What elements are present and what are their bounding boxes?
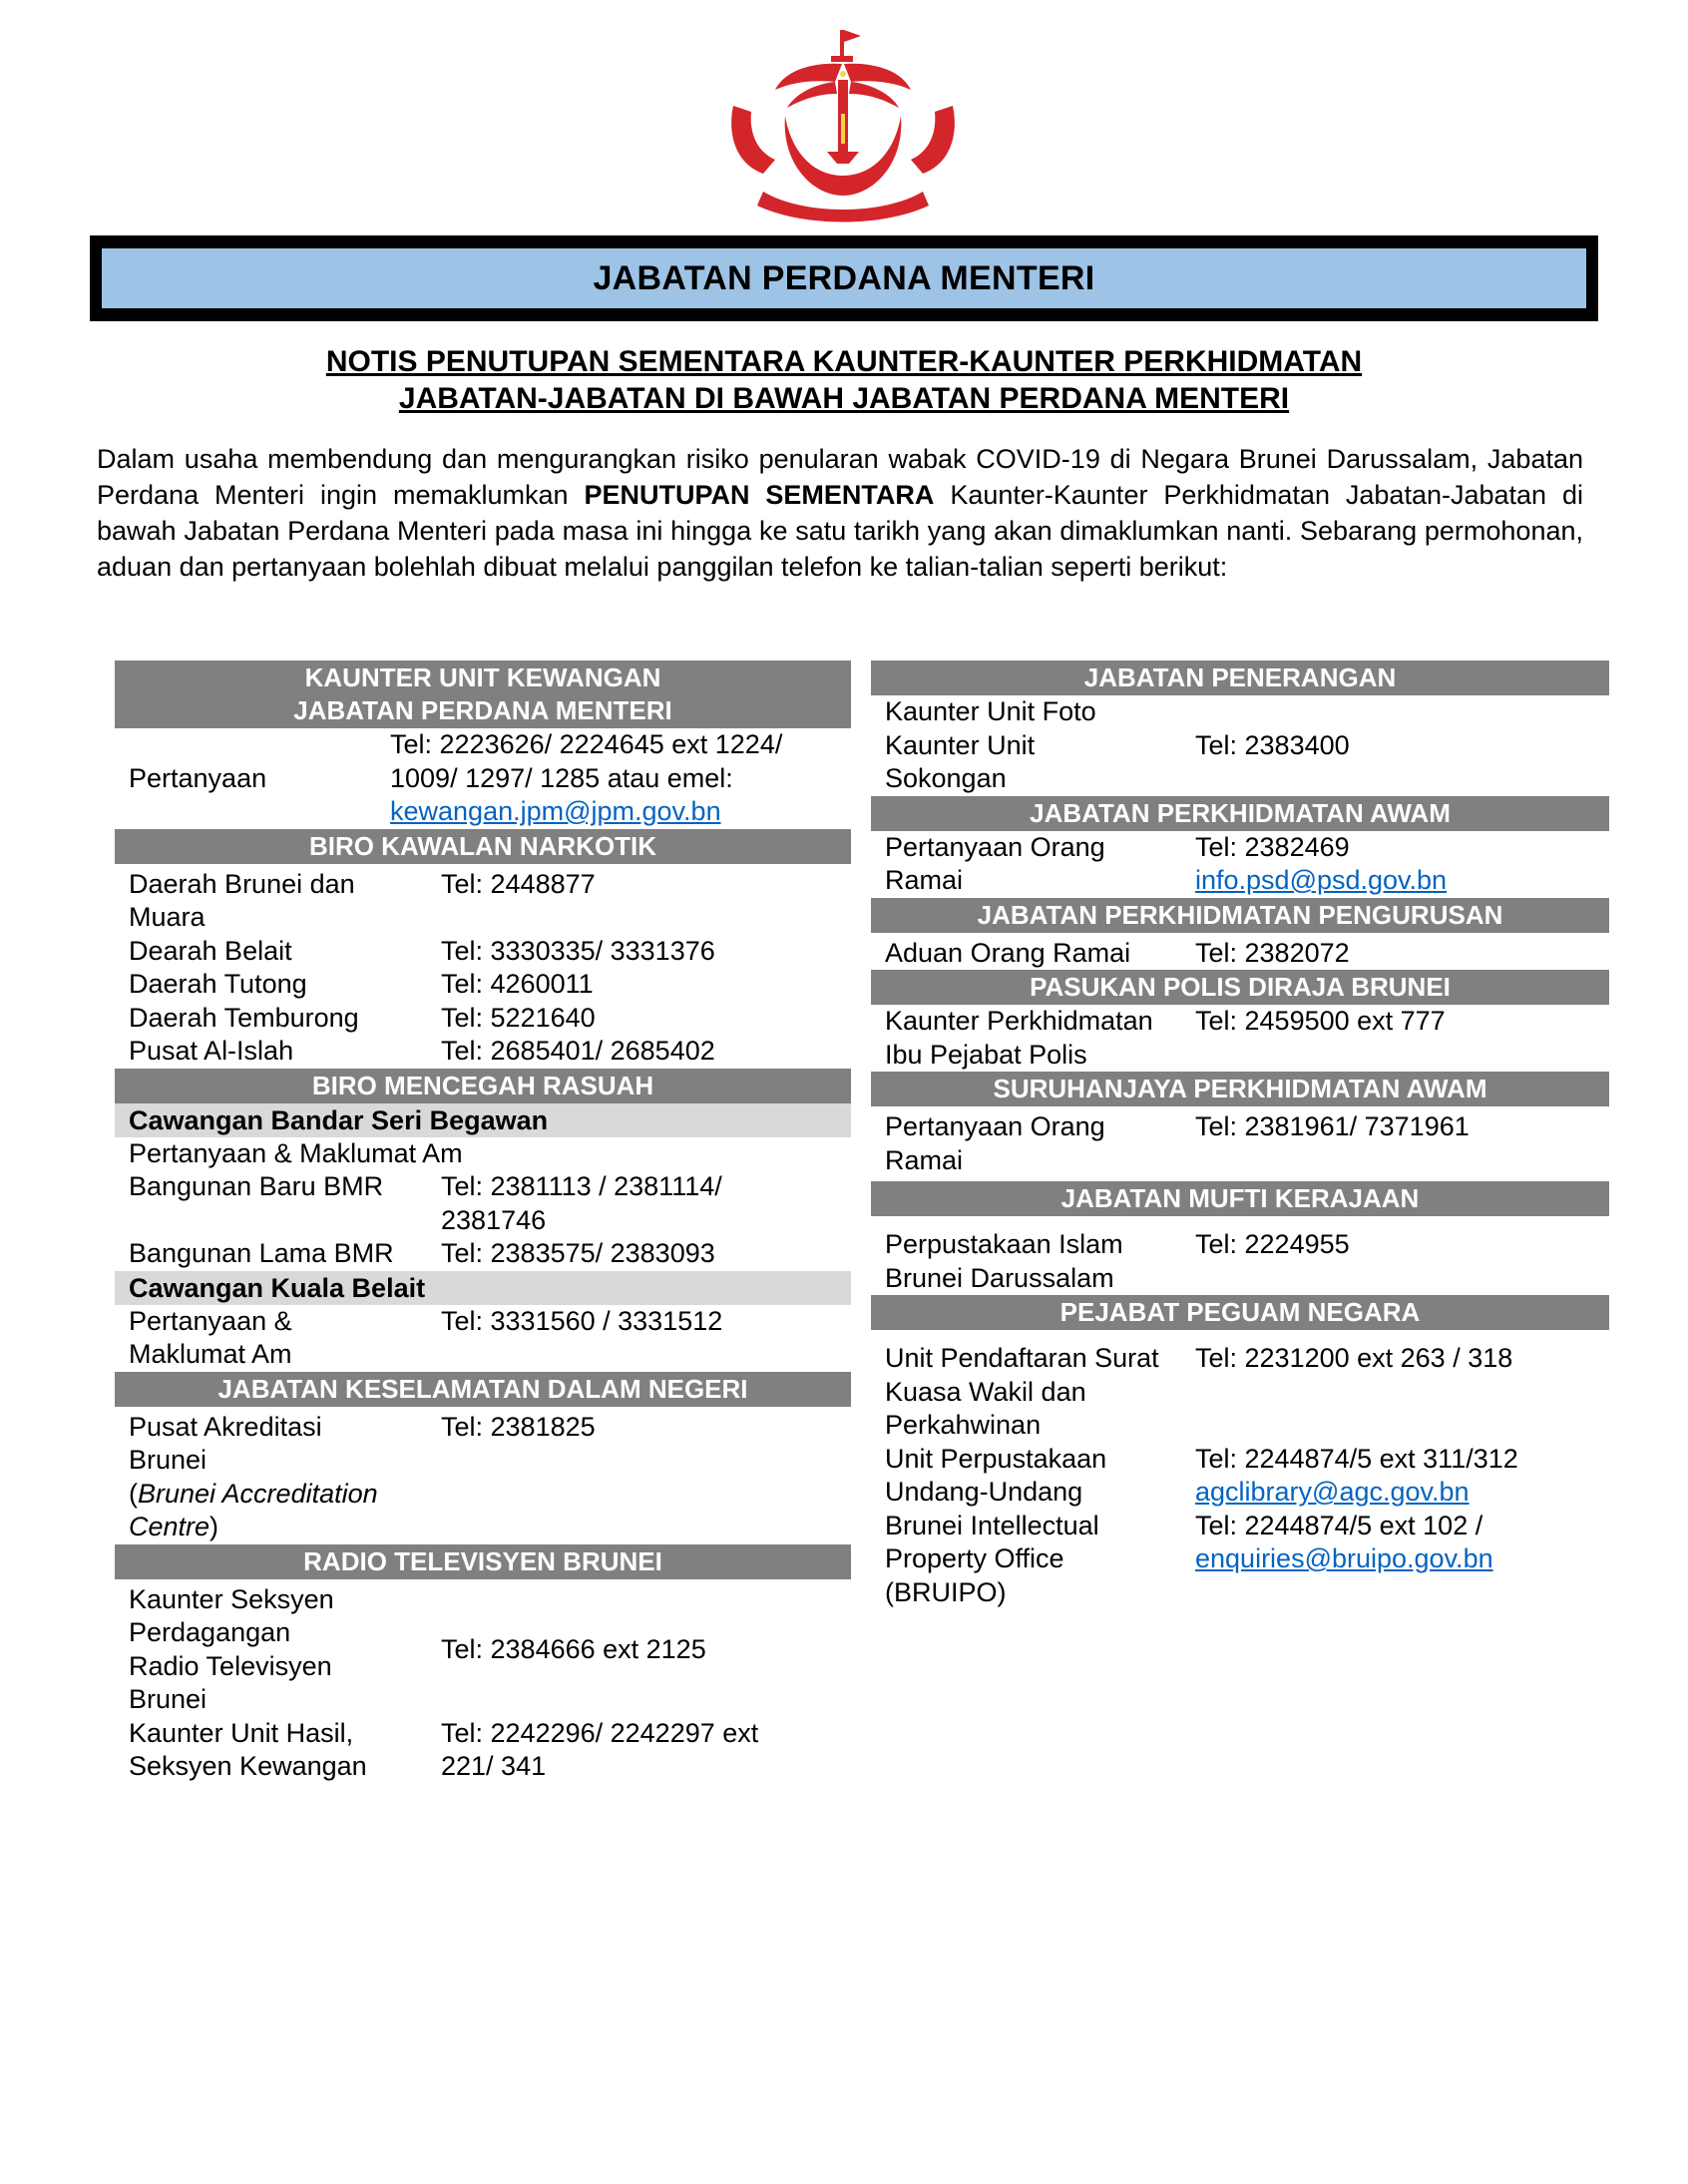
contact-label bbox=[871, 1228, 1195, 1295]
contact-row bbox=[871, 933, 1609, 971]
contact-value bbox=[1195, 1510, 1493, 1610]
sub-header-kb: Cawangan Kuala Belait bbox=[115, 1271, 851, 1305]
contact-row bbox=[115, 1305, 851, 1372]
brunei-crest-icon bbox=[723, 24, 963, 223]
contact-label bbox=[871, 831, 1195, 898]
contact-phone: 1009/ 1297/ 1285 atau emel: bbox=[390, 762, 733, 793]
contact-phone: Tel: 2231200 ext 263 / 318 bbox=[1195, 1343, 1513, 1373]
phone-line: Tel: 2242296/ 2242297 ext bbox=[441, 1717, 759, 1748]
contact-row bbox=[115, 1035, 851, 1069]
contact-row bbox=[115, 1237, 851, 1271]
contact-phone: Tel: 2384666 ext 2125 bbox=[441, 1633, 706, 1664]
sub-header-bsb: Cawangan Bandar Seri Begawan bbox=[115, 1103, 851, 1137]
contact-label bbox=[115, 868, 441, 935]
contact-row bbox=[115, 864, 851, 935]
label-line: Ramai bbox=[885, 865, 964, 895]
intro-text-1: Dalam usaha membendung dan mengurangkan risiko penularan wabak COVID-19 di Negara Brunei Darussalam, Jabatan Perdana Menteri ingin memaklumkan bbox=[97, 444, 1583, 510]
section-header-narkotik: BIRO KAWALAN NARKOTIK bbox=[115, 829, 851, 864]
banner-title: JABATAN PERDANA MENTERI bbox=[102, 248, 1586, 308]
paren: ( bbox=[129, 1478, 138, 1509]
contact-phone: Tel: 3331560 / 3331512 bbox=[441, 1305, 723, 1336]
contact-row bbox=[115, 935, 851, 969]
contact-row bbox=[115, 1002, 851, 1036]
contact-phone: Tel: 2459500 ext 777 bbox=[1195, 1006, 1446, 1036]
notice-title bbox=[90, 343, 1598, 417]
label-line: Brunei Darussalam bbox=[885, 1262, 1114, 1293]
section-header-pengurusan: JABATAN PERKHIDMATAN PENGURUSAN bbox=[871, 898, 1609, 933]
label-line: Property Office bbox=[885, 1543, 1064, 1573]
contact-phone: Tel: 2448877 bbox=[441, 868, 596, 899]
label-italic: Brunei Accreditation bbox=[138, 1478, 378, 1509]
intro-bold: PENUTUPAN SEMENTARA bbox=[584, 480, 935, 510]
left-column bbox=[115, 660, 851, 1784]
contact-row bbox=[871, 1510, 1609, 1610]
contact-label bbox=[115, 1583, 441, 1717]
label-line: Brunei bbox=[129, 1445, 208, 1475]
contact-label: Bangunan Lama BMR bbox=[129, 1238, 394, 1268]
section-header-kewangan bbox=[115, 660, 851, 728]
email-link[interactable]: agclibrary@agc.gov.bn bbox=[1195, 1477, 1470, 1507]
contact-label bbox=[871, 1110, 1195, 1177]
section-header-polis: PASUKAN POLIS DIRAJA BRUNEI bbox=[871, 970, 1609, 1005]
contact-phone: Tel: 2244874/5 ext 311/312 bbox=[1195, 1443, 1518, 1474]
section-header-peguam: PEJABAT PEGUAM NEGARA bbox=[871, 1295, 1609, 1330]
contact-phone: Tel: 2224955 bbox=[1195, 1229, 1350, 1259]
label-line: Kaunter Seksyen bbox=[129, 1583, 334, 1614]
contact-phone: Tel: 2223626/ 2224645 ext 1224/ bbox=[390, 729, 783, 759]
right-column bbox=[871, 660, 1609, 1609]
title-banner bbox=[90, 235, 1598, 321]
label-line bbox=[129, 1478, 441, 1512]
section-header-line: JABATAN PERDANA MENTERI bbox=[293, 695, 672, 725]
contact-label bbox=[115, 1411, 441, 1544]
label-line: Pusat Akreditasi bbox=[129, 1411, 322, 1442]
contact-row bbox=[115, 968, 851, 1002]
section-header-keselamatan: JABATAN KESELAMATAN DALAM NEGERI bbox=[115, 1372, 851, 1407]
contact-phone: Tel: 2382469 bbox=[1195, 831, 1350, 862]
label-line: Daerah Brunei dan bbox=[129, 868, 355, 899]
contact-label bbox=[115, 1305, 441, 1372]
notice-title-line1: NOTIS PENUTUPAN SEMENTARA KAUNTER-KAUNTER PERKHIDMATAN bbox=[325, 345, 1363, 378]
contact-label bbox=[871, 1510, 1195, 1610]
contact-label bbox=[871, 1005, 1195, 1072]
section-header-psd: JABATAN PERKHIDMATAN AWAM bbox=[871, 796, 1609, 831]
paren: ) bbox=[210, 1512, 219, 1541]
contact-phone: Tel: 3330335/ 3331376 bbox=[441, 935, 715, 966]
label-line: Kuasa Wakil dan bbox=[885, 1376, 1086, 1407]
label-line: Undang-Undang bbox=[885, 1477, 1083, 1507]
contact-label: Dearah Belait bbox=[129, 935, 292, 966]
label-line: Kaunter Unit Hasil, bbox=[129, 1717, 354, 1748]
contact-phone: Tel: 4260011 bbox=[441, 969, 594, 999]
phone-line: 221/ 341 bbox=[441, 1751, 547, 1781]
contact-label: Bangunan Baru BMR bbox=[129, 1171, 384, 1201]
label-line: Maklumat Am bbox=[129, 1339, 292, 1369]
contact-row bbox=[871, 695, 1609, 796]
contact-row bbox=[115, 1579, 851, 1717]
label-line: Muara bbox=[129, 902, 206, 932]
contact-row bbox=[871, 1216, 1609, 1295]
phone-line: 2381746 bbox=[441, 1204, 547, 1235]
intro-paragraph bbox=[97, 441, 1583, 585]
section-header-line: KAUNTER UNIT KEWANGAN bbox=[304, 662, 661, 692]
contact-row bbox=[871, 1106, 1609, 1181]
label-line: Ramai bbox=[885, 1144, 964, 1175]
contact-row bbox=[115, 728, 851, 829]
contact-phone: Tel: 5221640 bbox=[441, 1002, 596, 1033]
label-line: Kaunter Unit Foto bbox=[885, 696, 1096, 726]
section-header-penerangan: JABATAN PENERANGAN bbox=[871, 660, 1609, 695]
contact-phone: Tel: 2244874/5 ext 102 / bbox=[1195, 1510, 1483, 1540]
contact-phone: Tel: 2685401/ 2685402 bbox=[441, 1036, 715, 1066]
label-line: Brunei Intellectual bbox=[885, 1510, 1099, 1540]
contact-row bbox=[871, 1443, 1609, 1510]
email-link[interactable]: kewangan.jpm@jpm.gov.bn bbox=[390, 796, 721, 826]
label-line: Perdagangan bbox=[129, 1617, 291, 1647]
contact-value bbox=[1195, 1443, 1518, 1510]
label-line: Unit Pendaftaran Surat bbox=[885, 1343, 1159, 1373]
contact-phone: Tel: 2381961/ 7371961 bbox=[1195, 1111, 1470, 1141]
section-header-rasuah: BIRO MENCEGAH RASUAH bbox=[115, 1069, 851, 1103]
section-header-rtb: RADIO TELEVISYEN BRUNEI bbox=[115, 1544, 851, 1579]
contact-label bbox=[115, 1717, 441, 1784]
contact-phone: Tel: 2381825 bbox=[441, 1411, 596, 1442]
contact-label bbox=[871, 695, 1195, 796]
contact-label: Pertanyaan bbox=[129, 762, 267, 793]
label-line: Kaunter Unit bbox=[885, 729, 1036, 760]
contact-phone bbox=[441, 1717, 758, 1784]
label-line: Perpustakaan Islam bbox=[885, 1229, 1123, 1259]
phone-line: Tel: 2381113 / 2381114/ bbox=[441, 1171, 722, 1201]
label-line: Pertanyaan Orang bbox=[885, 831, 1105, 862]
label-line: Pertanyaan & bbox=[129, 1305, 292, 1336]
contact-row bbox=[115, 1717, 851, 1784]
contact-row bbox=[871, 831, 1609, 898]
label-italic: Centre bbox=[129, 1512, 211, 1541]
contact-label bbox=[871, 1443, 1195, 1510]
contact-row bbox=[115, 1137, 851, 1171]
intro-text-2: Kaunter-Kaunter Perkhidmatan Jabatan-Jabatan di bawah Jabatan Perdana Menteri pada masa ini hingga ke satu tarikh yang akan dimaklumkan nanti. Sebarang permohonan, aduan dan pertanyaan bolehlah dibuat melalui panggilan telefon ke talian-talian seperti berikut: bbox=[97, 480, 1583, 582]
contact-row bbox=[871, 1005, 1609, 1072]
contact-label: Pusat Al-Islah bbox=[129, 1036, 294, 1066]
label-line: Unit Perpustakaan bbox=[885, 1443, 1107, 1474]
contact-phone: Tel: 2383575/ 2383093 bbox=[441, 1238, 715, 1268]
contact-phone: Tel: 2382072 bbox=[1195, 937, 1350, 968]
contact-label bbox=[871, 1342, 1195, 1443]
contact-label: Aduan Orang Ramai bbox=[885, 937, 1131, 968]
label-line: Perkahwinan bbox=[885, 1410, 1042, 1440]
section-header-mufti: JABATAN MUFTI KERAJAAN bbox=[871, 1181, 1609, 1216]
email-link[interactable]: info.psd@psd.gov.bn bbox=[1195, 865, 1448, 895]
label-line: Sokongan bbox=[885, 763, 1007, 793]
contact-value bbox=[390, 728, 782, 829]
label-line: (BRUIPO) bbox=[885, 1576, 1007, 1607]
email-link[interactable]: enquiries@bruipo.gov.bn bbox=[1195, 1543, 1493, 1573]
label-line: Seksyen Kewangan bbox=[129, 1751, 367, 1781]
label-line: Radio Televisyen bbox=[129, 1650, 332, 1681]
notice-title-line2: JABATAN-JABATAN DI BAWAH JABATAN PERDANA MENTERI bbox=[398, 382, 1290, 415]
contact-label: Daerah Tutong bbox=[129, 969, 307, 999]
contact-label: Pertanyaan & Maklumat Am bbox=[129, 1137, 463, 1168]
label-line bbox=[129, 1511, 441, 1544]
contact-value bbox=[1195, 831, 1447, 898]
contact-phone: Tel: 2383400 bbox=[1195, 729, 1350, 760]
section-header-spa: SURUHANJAYA PERKHIDMATAN AWAM bbox=[871, 1072, 1609, 1106]
contact-row bbox=[115, 1170, 851, 1237]
contact-phone bbox=[441, 1170, 722, 1237]
contact-row bbox=[115, 1407, 851, 1544]
contact-label: Daerah Temburong bbox=[129, 1002, 359, 1033]
label-line: Ibu Pejabat Polis bbox=[885, 1039, 1087, 1070]
label-line: Kaunter Perkhidmatan bbox=[885, 1006, 1153, 1036]
label-line: Brunei bbox=[129, 1684, 208, 1714]
label-line: Pertanyaan Orang bbox=[885, 1111, 1105, 1141]
contact-row bbox=[871, 1330, 1609, 1443]
